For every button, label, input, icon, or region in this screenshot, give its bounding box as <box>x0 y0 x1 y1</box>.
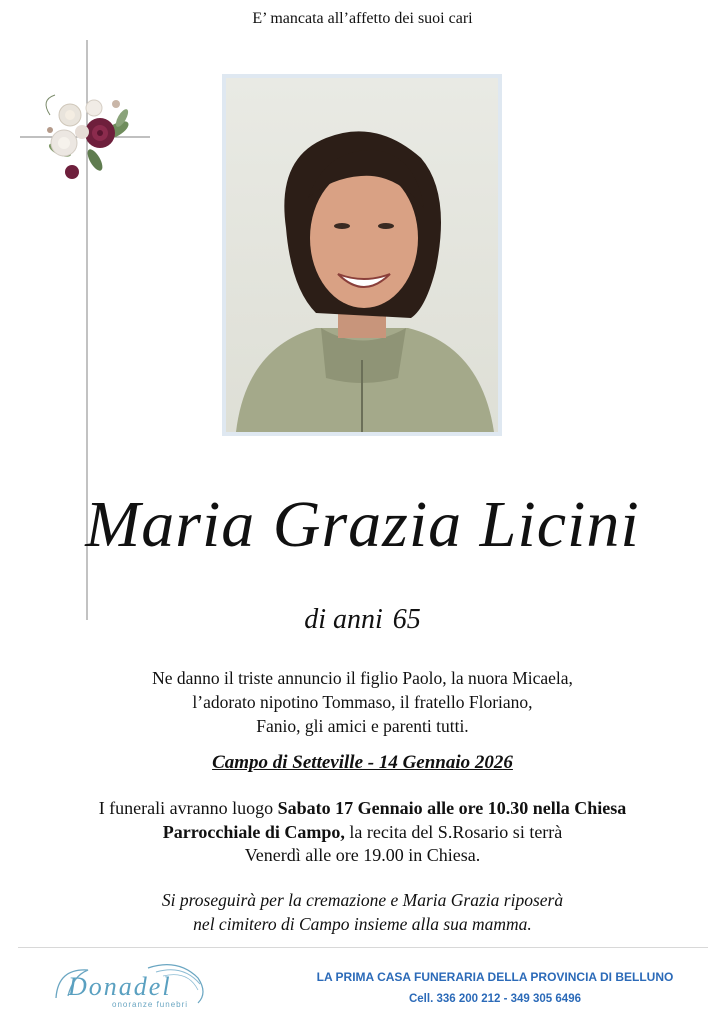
portrait-photo <box>226 78 498 432</box>
footer-phones: Cell. 336 200 212 - 349 305 6496 <box>408 993 581 1005</box>
funeral-church: Parrocchiale di Campo, <box>162 821 345 842</box>
age-value: 65 <box>392 604 421 635</box>
announcement-line: Ne danno il triste annuncio il figlio Paolo, la nuora Micaela, <box>152 668 573 688</box>
announcement-line: Fanio, gli amici e parenti tutti. <box>256 716 469 736</box>
deceased-name: Maria Grazia Licini <box>85 488 640 561</box>
footer-divider <box>18 947 708 948</box>
age-line <box>0 604 725 636</box>
closing-text <box>0 888 725 936</box>
funeral-date-time: Sabato 17 Gennaio alle ore 10.30 nella Chiesa <box>277 798 627 818</box>
closing-line: nel cimitero di Campo insieme alla sua mamma. <box>193 914 532 934</box>
photo-frame <box>222 74 502 436</box>
footer-slogan: LA PRIMA CASA FUNERARIA DELLA PROVINCIA DI BELLUNO <box>316 970 674 984</box>
intro-text: E’ mancata all’affetto dei suoi cari <box>252 10 473 27</box>
announcement <box>0 666 725 738</box>
funeral-line-1-pre: I funerali avranno luogo <box>98 798 278 818</box>
announcement-line: l’adorato nipotino Tommaso, il fratello Floriano, <box>192 692 533 712</box>
funeral-line-2 <box>0 821 725 845</box>
donadel-logo <box>48 958 223 1018</box>
funeral-line-1 <box>0 797 725 821</box>
logo-word: Donadel <box>68 972 172 1001</box>
age-label: di anni <box>304 604 383 635</box>
funeral-info <box>0 797 725 868</box>
logo-subtitle: onoranze funebri <box>112 1000 189 1009</box>
funeral-line-3: Venerdì alle ore 19.00 in Chiesa. <box>244 845 481 865</box>
place-date: Campo di Setteville - 14 Gennaio 2026 <box>212 752 513 773</box>
closing-line: Si proseguirà per la cremazione e Maria Grazia riposerà <box>161 890 564 910</box>
funeral-line-2-rest: la recita del S.Rosario si terrà <box>344 821 563 842</box>
